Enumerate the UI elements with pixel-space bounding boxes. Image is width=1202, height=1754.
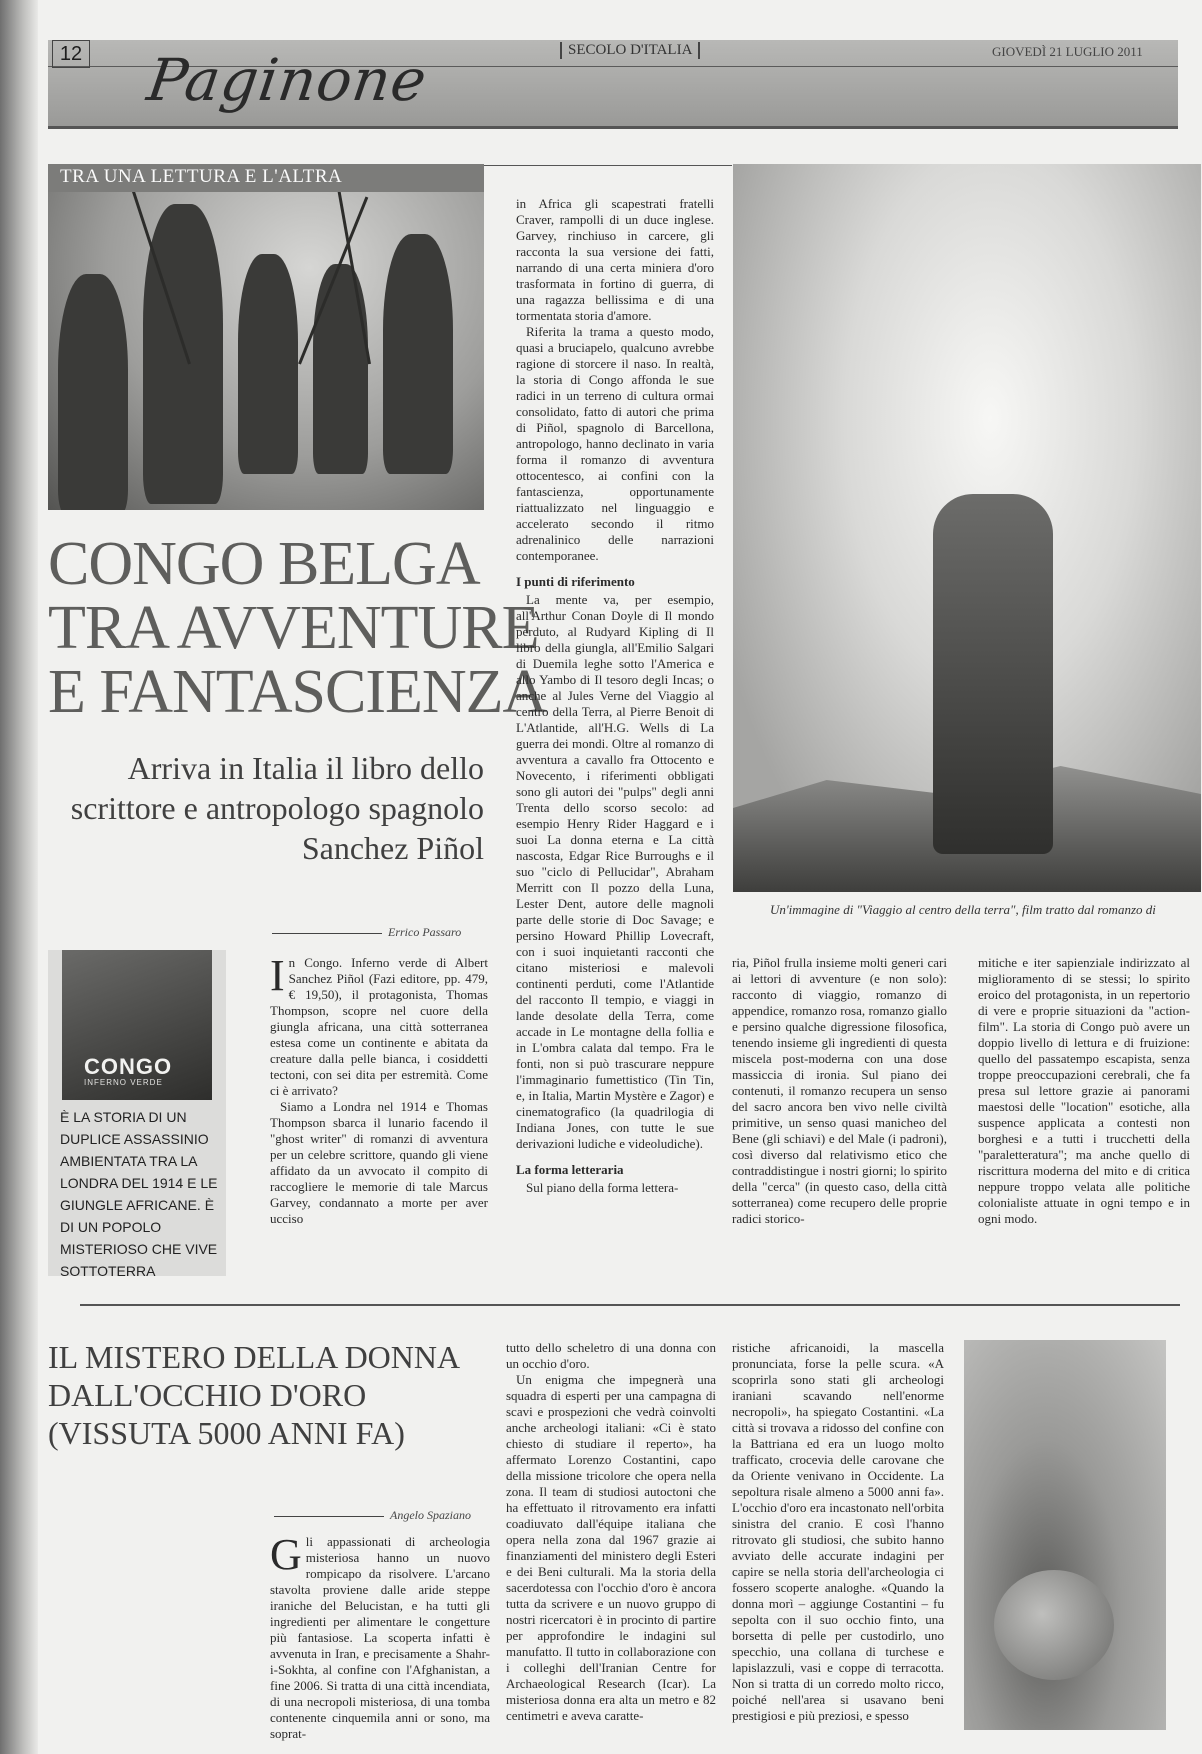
article-column-2: [516, 196, 714, 1276]
paragraph: Siamo a Londra nel 1914 e Thomas Thompson sbarca il lunario facendo il "ghost writer" di romanzi di avventura per un celebre scrittore, quando gli viene affidato da un avvocato il compito di raccogliere le memorie di tale Marcus Garvey, condannato a morte per aver ucciso: [270, 1099, 488, 1226]
section-title: Paginone: [143, 46, 432, 114]
photo-caption: Un'immagine di "Viaggio al centro della terra", film tratto dal romanzo di: [770, 902, 1156, 917]
issue-date: GIOVEDÌ 21 LUGLIO 2011: [992, 44, 1143, 59]
article-headline-2: [48, 1338, 488, 1452]
paragraph: n Congo. Inferno verde di Albert Sanchez Piñol (Fazi editore, pp. 479, € 19,50), il protagonista, Thomas Thompson, scopre nel cuore della giungla africana, una città sotterranea estesa come un continente e abitata da creature dalla pelle bianca, i cosiddetti tectoni, con sei dita per estremità. Come ci è arrivato?: [270, 955, 488, 1098]
paragraph: Riferita la trama a questo modo, quasi a bruciapelo, qualcuno avrebbe ragione di storcere il naso. In realtà, la storia di Congo affonda le sue radici in un terreno di cultura ormai consolidato, fatto di autori che prima di Piñol, spagnolo di Barcellona, antropologo, hanno declinato in varia forma il romanzo di avventura ottocentesco, ai confini con la fantascienza, opportunamente riattualizzato nel linguaggio e accelerato secondo il ritmo adrenalinico delle narrazioni contemporanee.: [516, 324, 714, 563]
article2-column-1: [270, 1534, 490, 1744]
article-column-4: [978, 955, 1190, 1277]
article-subhead: Arriva in Italia il libro dello scrittore e antropologo spagnolo Sanchez Piñol: [70, 750, 484, 866]
drop-cap: G: [270, 1534, 302, 1579]
headline-line: TRA AVVENTURE: [48, 594, 539, 662]
headline-line: IL MISTERO DELLA DONNA: [48, 1339, 461, 1375]
paragraph: Un enigma che impegnerà una squadra di esperti per una campagna di scavi e prospezioni che vedrà coinvolti anche archeologi italiani: «Ci è stato chiesto di studiare il reperto», ha affermato Lorenzo Costantini, capo della missione tricolore che opera nella zona. Il team di studiosi autoctoni che ha effettuato il ritrovamento era infatti coadiuvato dall'équipe italiana che opera nella zona dal 1967 grazie ai finanziamenti del ministero degli Esteri e dei Beni culturali. Ma la storia della sacerdotessa con l'occhio d'oro è ancora tutta da scrivere e un nuovo gruppo di nostri ricercatori è in procinto di partire per approfondire le indagini sul manufatto. Il tutto in collaborazione con i colleghi dell'Iranian Centre for Archaeological Research (Icar). La misteriosa donna era alta un metro e 82 centimetri e aveva caratte-: [506, 1372, 716, 1723]
article2-column-2: [506, 1340, 716, 1744]
skull-shape: [994, 1570, 1114, 1680]
binding-shadow: [0, 0, 38, 1754]
woman-figure: [933, 494, 1053, 854]
paragraph: tutto dello scheletro di una donna con un occhio d'oro.: [506, 1340, 716, 1371]
headline-line: (VISSUTA 5000 ANNI FA): [48, 1415, 405, 1451]
masthead: SECOLO D'ITALIA: [560, 42, 700, 59]
subheading: La forma letteraria: [516, 1162, 624, 1177]
article-byline: Errico Passaro: [272, 925, 461, 940]
section-divider: [80, 1304, 1180, 1306]
paragraph: ria, Piñol frulla insieme molti generi cari ai lettori di avventure (e non solo): racconto di viaggio, romanzo di appendice, romanzo rosa, romanzo giallo e persino qualche digressione filosofica, tenendo insieme gli ingredienti di questa miscela post-moderna con una dose massiccia di ironia. Sul piano dei contenuti, il romanzo recupera un senso del sacro ancora ben vivo nelle civiltà primitive, un senso quasi manicheo del Bene (gli schiavi) e del Male (i padroni), così diverso dal relativismo etico che contraddistingue i nostri giorni; lo spirito della "cerca" (in questo caso, della città sotterranea) come recupero delle proprie radici storico-: [732, 955, 947, 1226]
subheading: I punti di riferimento: [516, 574, 635, 589]
article-byline-2: Angelo Spaziano: [274, 1508, 471, 1523]
article-column-1: [270, 955, 488, 1277]
headline-line: E FANTASCIENZA: [48, 658, 547, 726]
book-blurb: È LA STORIA DI UN DUPLICE ASSASSINIO AMBIENTATA TRA LA LONDRA DEL 1914 E LE GIUNGLE AFRICANE. È DI UN POPOLO MISTERIOSO CHE VIVE SOTTOTERRA: [60, 1109, 218, 1279]
paragraph: ristiche africanoidi, la mascella pronunciata, forse la pelle scura. «A scoprirla sono stati gli archeologi iraniani scavando nell'enorme necropoli», ha spiegato Costantini. «La città si trovava a ridosso del confine con la Battriana ed era un luogo molto trafficato, crocevia delle carovane che da Oriente venivano in Occidente. La sepoltura risale almeno a 5000 anni fa». L'occhio d'oro era incastonato nell'orbita sinistra del cranio. E così l'hanno ritrovato gli studiosi, che subito hanno avviato delle accurate indagini per capire se nella storia dell'archeologia ci fossero scoperte analoghe. «Quando la donna morì – aggiunge Costantini – fu sepolta con il suo occhio finto, una borsetta di pelle per custodirlo, uno specchio, una collana di turchese e lapislazzuli, vasi e coppe di terracotta. Non si tratta di un corredo molto ricco, poiché nell'area si usavano beni prestigiosi e più preziosi, e spesso: [732, 1340, 944, 1723]
article-headline: [48, 530, 547, 726]
section-rubric: [48, 164, 484, 192]
article-column-3: [732, 955, 947, 1277]
rubric-rule: [484, 165, 732, 166]
book-cover-image: [62, 950, 212, 1100]
book-cover-subtitle: INFERNO VERDE: [84, 1078, 163, 1087]
article2-column-3: [732, 1340, 944, 1744]
paragraph: in Africa gli scapestrati fratelli Craver, rampolli di un duce inglese. Garvey, rinchiuso in carcere, gli racconta la sua versione dei fatti, narrando di una certa miniera d'oro trasformata in fortino di guerra, di una ragazza bellissima e di una tormentata storia d'amore.: [516, 196, 714, 323]
rubric-text: TRA UNA LETTURA E L'ALTRA: [60, 166, 343, 187]
book-cover-title: CONGO: [84, 1054, 173, 1079]
paragraph: Sul piano della forma lettera-: [526, 1180, 679, 1195]
skeleton-photo: [964, 1340, 1166, 1730]
headline-line: CONGO BELGA: [48, 530, 480, 598]
book-box: [48, 950, 226, 1279]
headline-line: DALL'OCCHIO D'ORO: [48, 1377, 367, 1413]
paragraph: mitiche e iter sapienziale indirizzato al miglioramento di se stessi; lo spirito eroico del protagonista, in un repertorio di vere e proprie situazioni da "action-film". La storia di Congo può avere un doppio livello di lettura e di fruizione: quello del passatempo escapista, senza troppe preoccupazioni cerebrali, che fa presa sul lettore grazie ai panorami maestosi delle "location" esotiche, alla suspence applicata a contesti non borghesi e a tutti i trucchetti della "paraletteratura"; ma anche quello di riscrittura moderna del mito e di critica neppure troppo velata alle politiche colonialiste attuate in ogni tempo e in ogni modo.: [978, 955, 1190, 1226]
film-still-photo: [733, 164, 1201, 892]
paragraph: La mente va, per esempio, all'Arthur Conan Doyle di Il mondo perduto, al Rudyard Kipling di Il libro della giungla, all'Emilio Salgari di Duemila leghe sotto l'America e allo Yambo di Il tesoro degli Incas; o anche al Jules Verne del Viaggio al centro della Terra, al Pierre Benoit di L'Atlantide, all'H.G. Wells di La guerra dei mondi. Oltre al romanzo di avventura a cavallo fra Ottocento e Novecento, i riferimenti obbligati sono gli autori dei "pulps" degli anni Trenta dello scorso secolo: ad esempio Henry Rider Haggard e i suoi La donna eterna e La città nascosta, Edgar Rice Burroughs e il suo "ciclo di Pellucidar", Abraham Merritt con Il pozzo della Luna, Lester Dent, autore delle magnoli parte delle storie di Doc Savage; e persino Howard Phillip Lovecraft, con i suoi inquietanti racconti che citano misteriosi e malevoli continenti perduti, come l'Atlantide del racconto Il tempio, e viaggi in lande desolate della Terra, come accade in Le montagne della follia e in L'ombra calata dal tempo. Fra le fonti, non si può trascurare neppure l'immaginario fumettistico (Tin Tin, e, in Italia, Martin Mystère e Zagor) e cinematografico (la quadrilogia di Indiana Jones, con tutte le sue derivazioni ludiche e videoludiche).: [516, 592, 714, 1151]
drop-cap: I: [270, 955, 285, 1000]
paragraph: li appassionati di archeologia misteriosa hanno un nuovo rompicapo da risolvere. L'arcano stavolta proviene dalle aride steppe iraniche del Belucistan, e ha tutti gli ingredienti per alimentare le congetture più fantasiose. La scoperta infatti è avvenuta in Iran, e precisamente a Shahr-i-Sokhta, al confine con l'Afghanistan, a fine 2006. Si tratta di una città incendiata, di una necropoli misteriosa, di una tomba contenente cinquemila anni or sono, ma soprat-: [270, 1534, 490, 1741]
dancers-photo: [48, 164, 484, 510]
page-number: 12: [52, 40, 90, 68]
